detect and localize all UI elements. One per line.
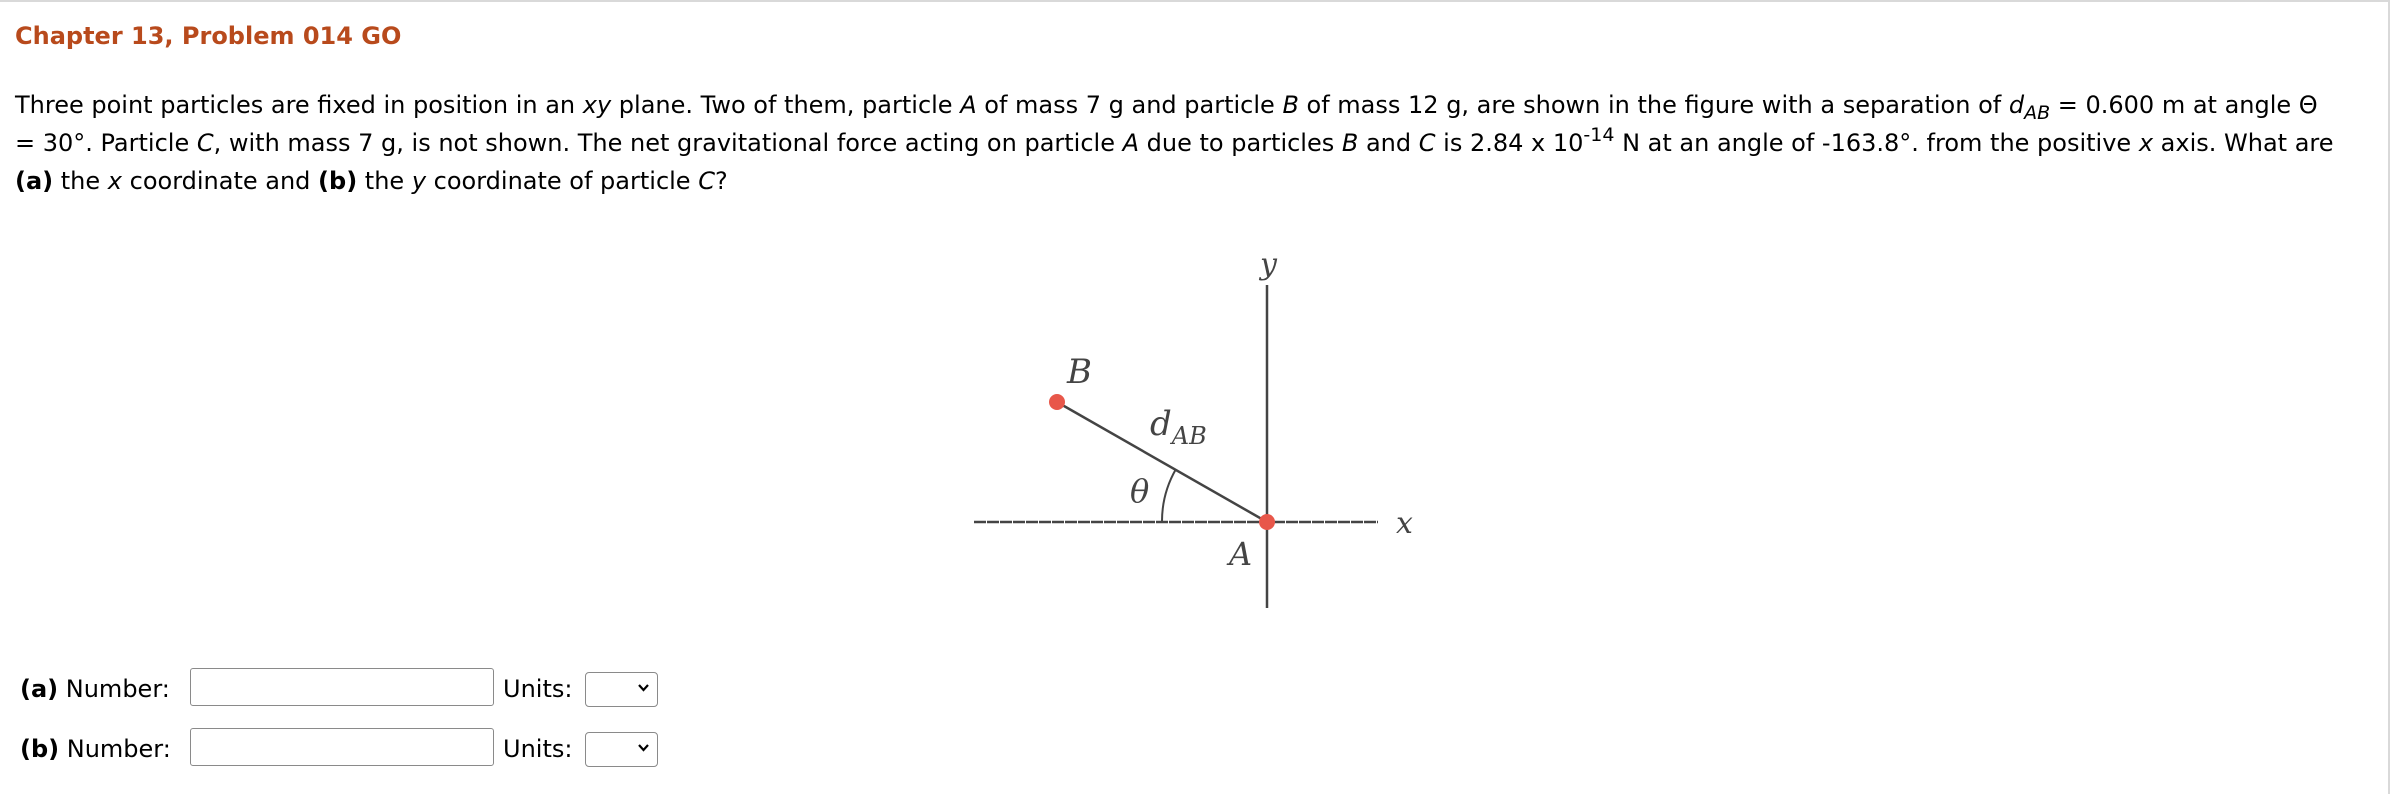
problem-title: Chapter 13, Problem 014 GO [15,22,402,50]
answer-label-b: (b) Number: [20,735,171,763]
theta-label: θ [1130,472,1150,510]
x-axis-label: x [1396,506,1413,541]
problem-line-1: Three point particles are fixed in position in an xy plane. Two of them, particle A of mass 7 g and particle B of mass 12 g, are shown in the figure with a separation of $d_{AB} = 0.600$ m at angle Θ [15,91,2318,124]
particle-b [1049,394,1065,410]
problem-line-2: = 30°. Particle C, with mass 7 g, is not shown. The net gravitational force acting on particle A due to particles B and C is 2.84 x $10^{-14}$ N at an angle of -163.8°. from the positive x axis. What are [15,124,2334,157]
distance-label: $d_{AB}$ [1150,404,1207,450]
particle-b-label: B [1067,352,1092,392]
problem-line-3: (a) the x coordinate and (b) the y coordinate of particle C? [15,167,728,195]
number-input-a[interactable] [190,668,494,706]
number-input-b[interactable] [190,728,494,766]
problem-statement [15,86,2390,200]
particle-a-label: A [1229,535,1253,573]
answer-label-a: (a) Number: [20,675,170,703]
chevron-down-icon [638,682,649,693]
units-label-a: Units: [503,675,573,703]
particle-figure [960,240,1440,620]
exponent: -14 [1583,124,1615,146]
units-select-b[interactable] [585,732,658,767]
distance-symbol: d [2008,91,2025,119]
angle-arc [1162,469,1176,522]
units-label-b: Units: [503,735,573,763]
y-axis-label: y [1260,247,1277,282]
chevron-down-icon [638,742,649,753]
units-select-a[interactable] [585,672,658,707]
particle-a [1259,514,1275,530]
